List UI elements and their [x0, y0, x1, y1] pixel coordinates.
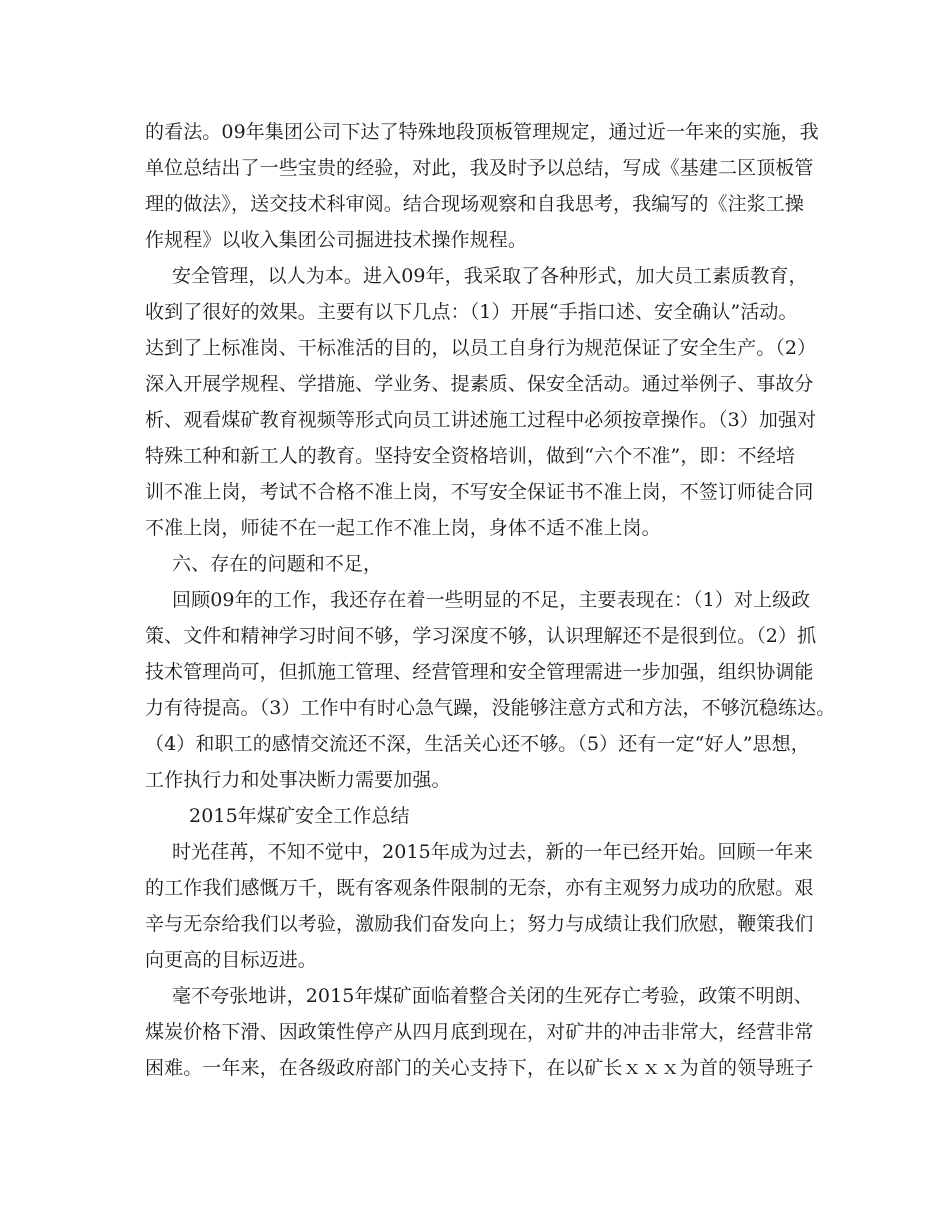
- body-text-line: 的看法。09年集团公司下达了特殊地段顶板管理规定，通过近一年来的实施，我: [145, 121, 819, 143]
- document-title: 2015年煤矿安全工作总结: [189, 805, 410, 827]
- body-text-line: 收到了很好的效果。主要有以下几点：（1）开展“手指口述、安全确认”活动。: [145, 301, 798, 323]
- paragraph-first-line: 回顾09年的工作，我还存在着一些明显的不足，主要表现在：（1）对上级政: [172, 589, 811, 611]
- body-text-line: 的工作我们感慨万千，既有客观条件限制的无奈，亦有主观努力成功的欣慰。艰: [145, 877, 814, 899]
- body-text-line: 向更高的目标迈进。: [145, 949, 317, 971]
- body-text-line: 析、观看煤矿教育视频等形式向员工讲述施工过程中必须按章操作。（3）加强对: [145, 409, 817, 431]
- body-text-line: 特殊工种和新工人的教育。坚持安全资格培训，做到“六个不准”，即：不经培: [145, 445, 795, 467]
- body-text-line: 力有待提高。（3）工作中有时心急气躁，没能够注意方式和方法，不够沉稳练达。: [145, 697, 836, 719]
- body-text-line: 理的做法》，送交技术科审阅。结合现场观察和自我思考，我编写的《注浆工操: [145, 193, 805, 215]
- paragraph-first-line: 安全管理，以人为本。进入09年，我采取了各种形式，加大员工素质教育，: [172, 265, 808, 287]
- body-text-line: 煤炭价格下滑、因政策性停产从四月底到现在，对矿井的冲击非常大，经营非常: [145, 1021, 814, 1043]
- body-text-line: 辛与无奈给我们以考验，激励我们奋发向上；努力与成绩让我们欣慰，鞭策我们: [145, 913, 814, 935]
- body-text-line: 策、文件和精神学习时间不够，学习深度不够，认识理解还不是很到位。（2）抓: [145, 625, 817, 647]
- paragraph-first-line: 毫不夸张地讲，2015年煤矿面临着整合关闭的生死存亡考验，政策不明朗、: [172, 985, 813, 1007]
- body-text-line: 作规程》以收入集团公司掘进技术操作规程。: [145, 229, 528, 251]
- body-text-line: 达到了上标准岗、干标准活的目的，以员工自身行为规范保证了安全生产。（2）: [145, 337, 817, 359]
- paragraph-first-line: 时光荏苒，不知不觉中，2015年成为过去，新的一年已经开始。回顾一年来: [172, 841, 813, 863]
- section-heading: 六、存在的问题和不足，: [172, 553, 383, 575]
- body-text-line: 技术管理尚可，但抓施工管理、经营管理和安全管理需进一步加强，组织协调能: [145, 661, 814, 683]
- body-text-line: 困难。一年来，在各级政府部门的关心支持下，在以矿长ｘｘｘ为首的领导班子: [145, 1057, 814, 1079]
- body-text-line: 训不准上岗，考试不合格不准上岗，不写安全保证书不准上岗，不签订师徒合同: [145, 481, 814, 503]
- body-text-line: （4）和职工的感情交流还不深，生活关心还不够。（5）还有一定“好人”思想，: [145, 733, 810, 755]
- body-text-line: 单位总结出了一些宝贵的经验，对此，我及时予以总结，写成《基建二区顶板管: [145, 157, 814, 179]
- body-text-line: 深入开展学规程、学措施、学业务、提素质、保安全活动。通过举例子、事故分: [145, 373, 814, 395]
- body-text-line: 工作执行力和处事决断力需要加强。: [145, 769, 451, 791]
- body-text-line: 不准上岗，师徒不在一起工作不准上岗，身体不适不准上岗。: [145, 517, 661, 539]
